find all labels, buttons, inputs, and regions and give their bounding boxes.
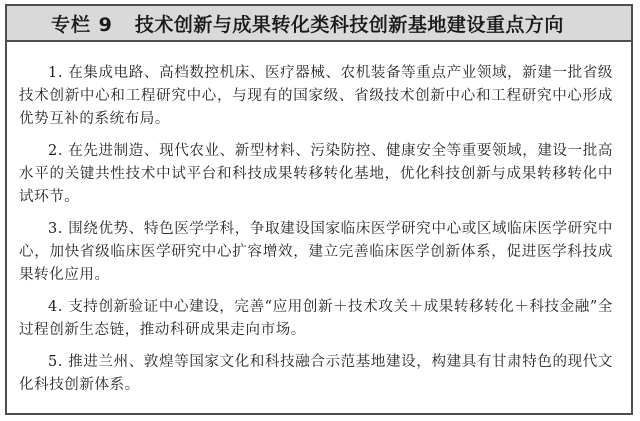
list-item: 1. 在集成电路、高档数控机床、医疗器械、农机装备等重点产业领域，新建一批省级技术创新中心和工程研究中心，与现有的国家级、省级技术创新中心和工程研究中心形成优势互补的系统布局。 (19, 65, 613, 127)
list-item: 4. 支持创新验证中心建设，完善“应用创新＋技术攻关＋成果转移转化＋科技金融”全过程创新生态链，推动科研成果走向市场。 (19, 299, 613, 338)
list-item: 3. 围绕优势、特色医学学科，争取建设国家临床医学研究中心或区域临床医学研究中心，加快省级临床医学研究中心扩容增效，建立完善临床医学创新体系，促进医学科技成果转化应用。 (19, 221, 613, 283)
list-item: 5. 推进兰州、敦煌等国家文化和科技融合示范基地建设，构建具有甘肃特色的现代文化科技创新体系。 (19, 354, 613, 393)
column-content (7, 42, 631, 397)
column-header (7, 6, 631, 42)
list-item: 2. 在先进制造、现代农业、新型材料、污染防控、健康安全等重要领域，建设一批高水平的关键共性技术中试平台和科技成果转移转化基地，优化科技创新与成果转移转化中试环节。 (19, 143, 613, 205)
column-box (5, 4, 633, 415)
column-title: 技术创新与成果转化类科技创新基地建设重点方向 (134, 13, 564, 36)
column-label: 专栏 9 (51, 13, 113, 36)
